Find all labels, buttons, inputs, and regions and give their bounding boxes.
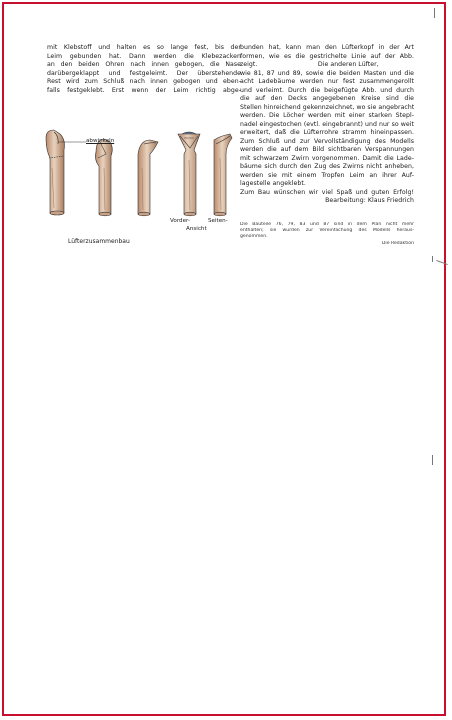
left-text-column: [47, 44, 241, 95]
text-line: und verleimt. Durch die beigefügte Abb. und durch: [240, 86, 414, 94]
figure-caption: Lüfterzusammenbau: [68, 238, 130, 245]
ventilator-side-view: [214, 134, 232, 216]
text-line: lagestelle angeklebt.: [240, 180, 306, 187]
text-line: wie 81, 87 und 89, sowie die beiden Masten und die: [240, 69, 414, 77]
callout-label: abwinkeln: [86, 138, 115, 144]
credit-line: Bearbeitung: Klaus Friedrich: [325, 197, 414, 204]
view-label: Ansicht: [186, 226, 207, 232]
text-line: Zum Bau wünschen wir viel Spaß und guten Erfolg!: [240, 188, 414, 196]
text-line: Leim gebunden hat. Dann werden die Klebezacken: [47, 52, 241, 60]
ventilator-stage-1: [46, 130, 65, 215]
text-line: formen, wie es die gestrichelte Linie auf der Abb.: [240, 52, 414, 60]
front-view-label: Vorder-: [170, 218, 190, 224]
margin-mark: [432, 455, 433, 465]
text-line: acht Ladebäume werden nur fest zusammengerollt: [240, 78, 414, 85]
text-line: erweitert, daß die Lüfterrohre stramm hineinpassen.: [240, 129, 414, 136]
margin-mark: [432, 256, 433, 262]
text-line: mit Klebstoff und halten es so lange fest, bis der: [47, 44, 241, 51]
ventilator-stage-2: [95, 139, 112, 216]
right-text-column: [240, 44, 414, 206]
text-line: werden. Die Löcher werden mit einer starken Stepl-: [240, 112, 414, 119]
text-line: werden die auf dem Bild sichtbaren Verspannungen: [240, 146, 414, 153]
editorial-note: [240, 222, 414, 247]
text-line: darübergeklappt und festgeleimt. Der überstehende: [47, 69, 241, 77]
text-line: bunden hat, kann man den Lüfterkopf in der Art: [240, 44, 414, 51]
text-line: mit schwarzem Zwirn vorgenommen. Damit die Lade-: [240, 154, 414, 162]
side-view-label: Seiten-: [208, 218, 228, 224]
text-line: die auf den Decks angegebenen Kreise sind die: [240, 95, 414, 102]
margin-mark: [434, 8, 435, 18]
ventilator-drawing: [44, 128, 240, 232]
text-line: zeigt. Die anderen Lüfter,: [240, 61, 379, 68]
note-line: Die Bauteile 76, 79, 83 und 87 sind in dem Plan nicht mehr: [240, 222, 414, 227]
note-line: enthalten; sie wurden zur Vereinfachung des Modells heraus-: [240, 228, 414, 234]
text-line: falls festgeklebt. Erst wenn der Leim richtig abge-: [47, 86, 241, 94]
text-line: an den beiden Ohren nach innen gebogen, die Nase: [47, 61, 241, 68]
text-line: nadel eingestochen (evtl. eingebrannt) und nur so weit: [240, 120, 414, 128]
ventilator-front-view: [178, 132, 200, 216]
note-signature: Die Redaktion: [381, 240, 414, 246]
ventilator-stage-3: [138, 140, 158, 216]
text-line: Rest wird zum Schluß nach innen gebogen und eben-: [47, 78, 241, 85]
text-line: Stellen hinreichend gekennzeichnet, wo sie angebracht: [240, 103, 414, 111]
ventilator-assembly-figure: [44, 128, 240, 232]
text-line: bäume sich durch den Zug des Zwirns nicht anheben,: [240, 163, 414, 170]
text-line: Zum Schluß und zur Vervollständigung des Modells: [240, 137, 414, 145]
text-line: werden sie mit einem Tropfen Leim an ihrer Auf-: [240, 171, 414, 179]
note-line: genommen.: [240, 234, 268, 240]
